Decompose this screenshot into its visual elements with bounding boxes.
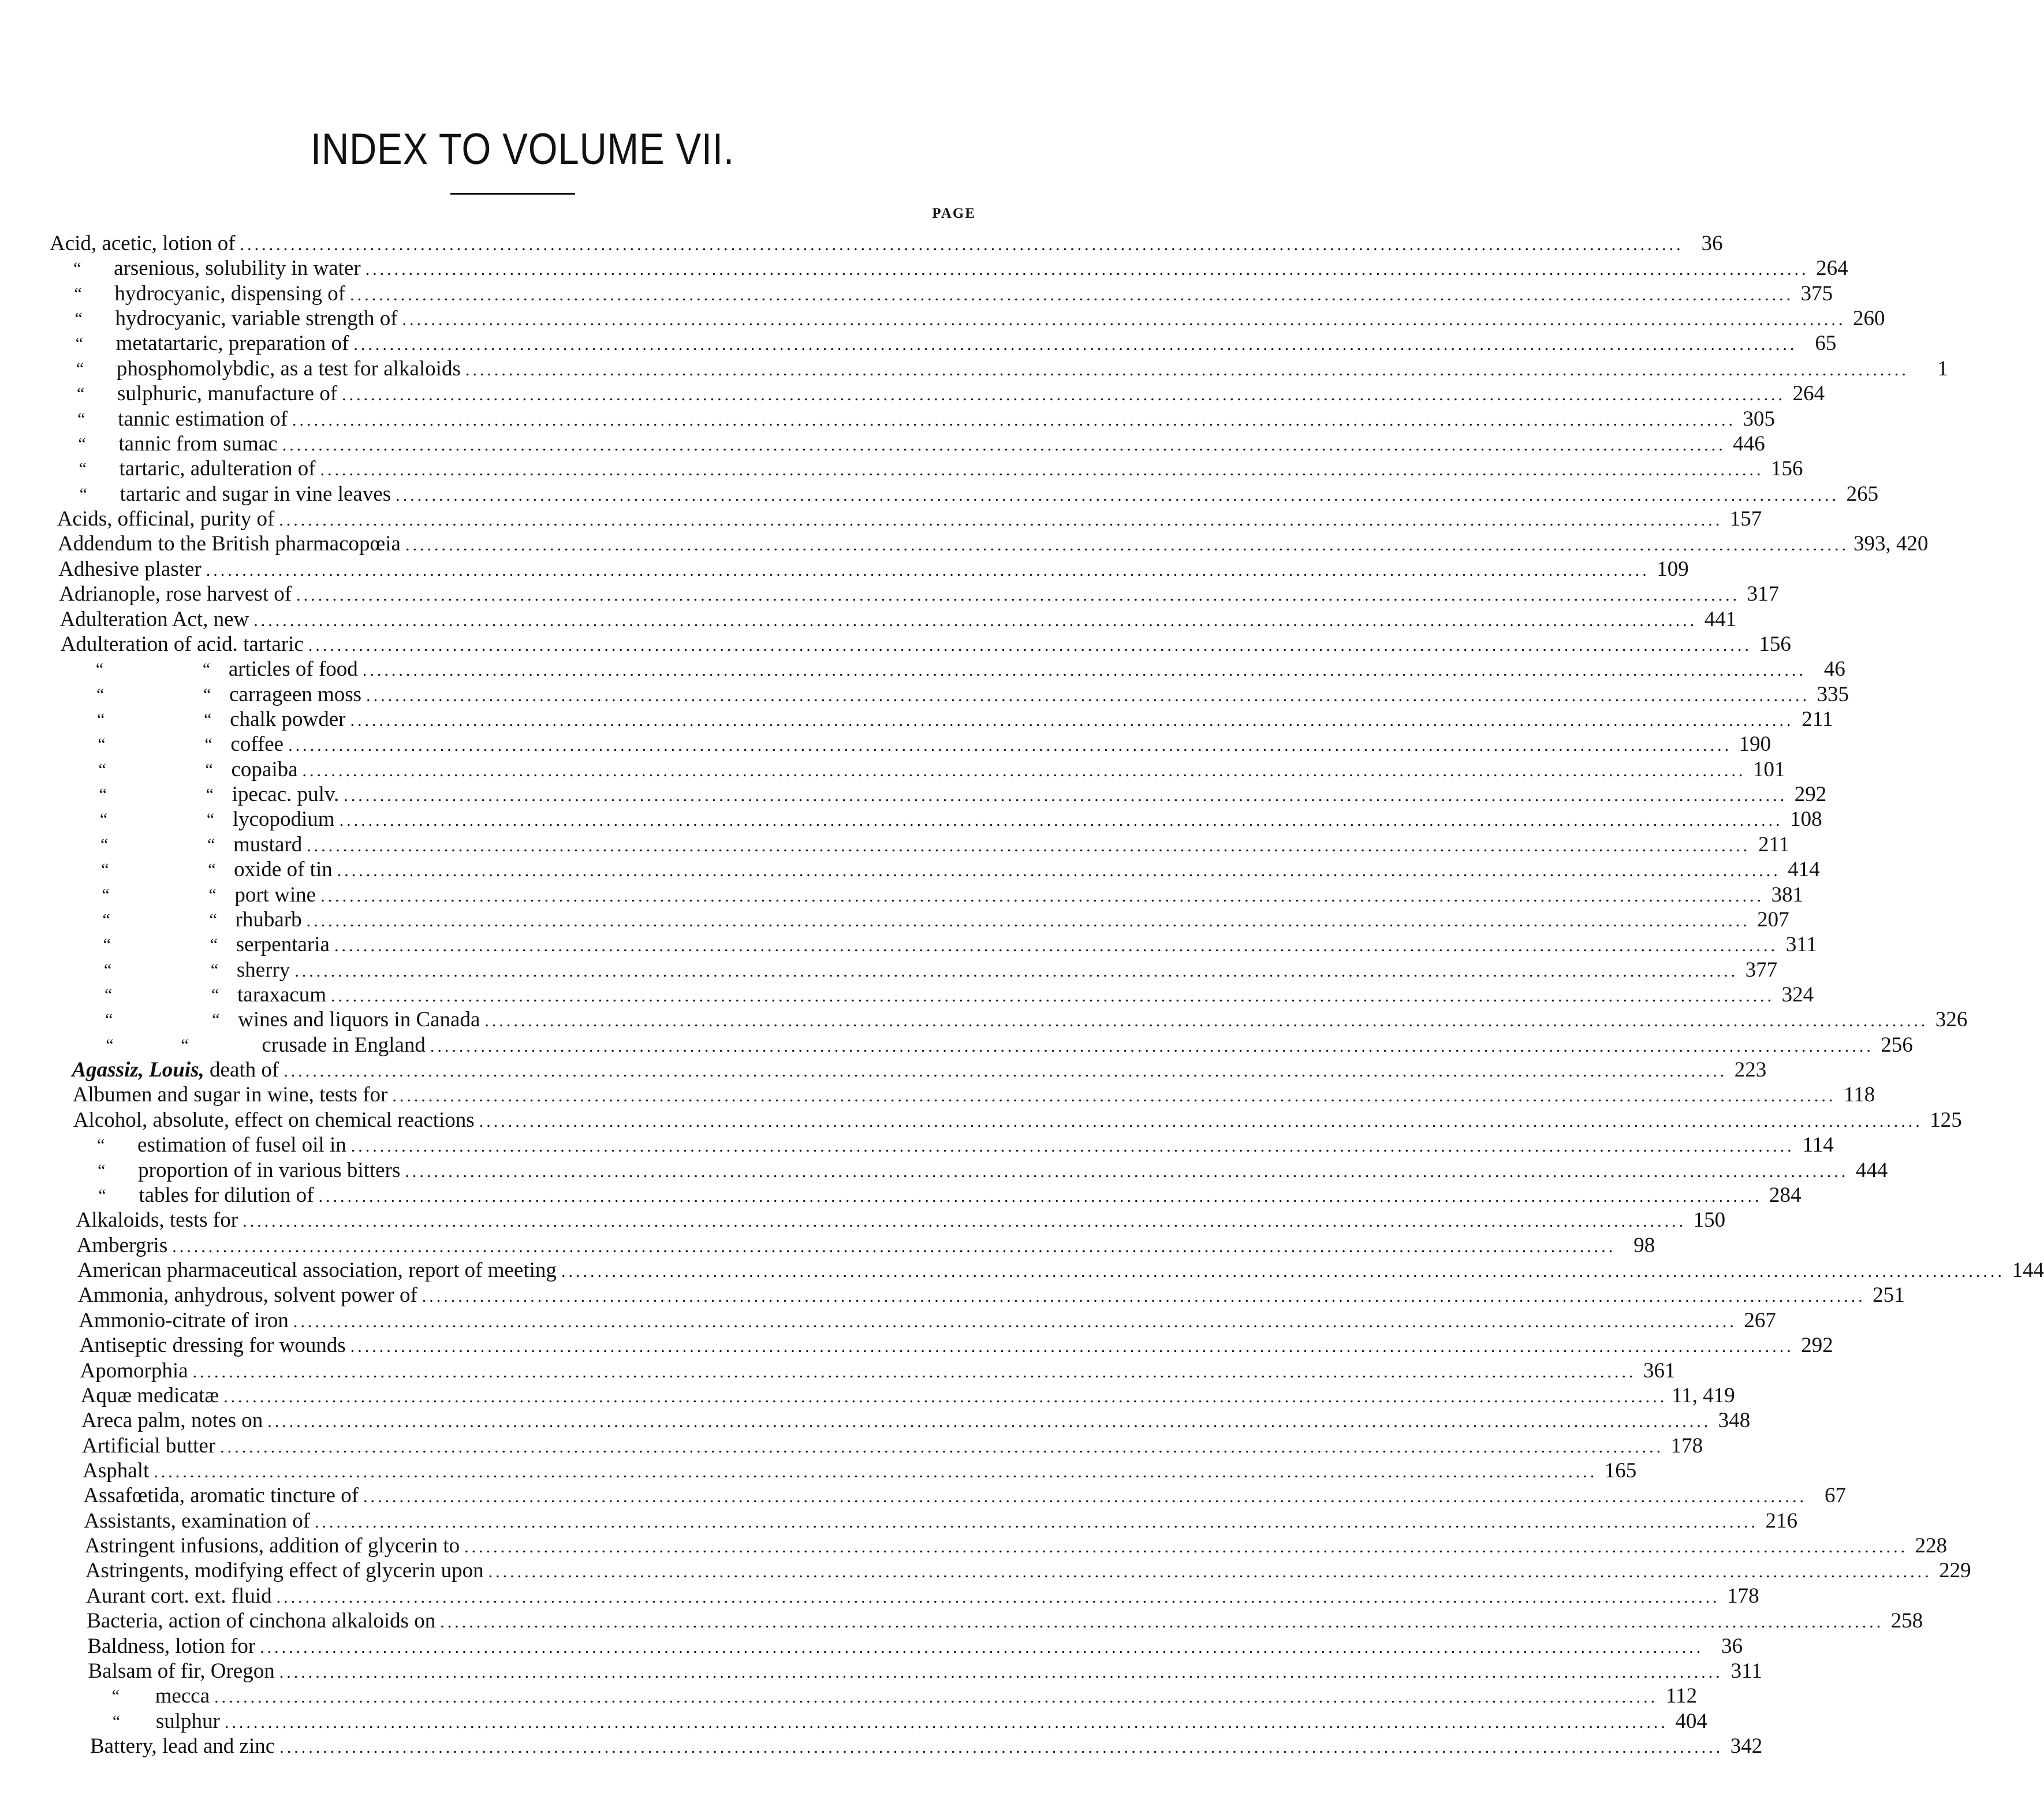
ditto-mark: “ (96, 684, 105, 704)
entry-text: tables for dilution of (139, 1183, 314, 1207)
page-number: 265 (1846, 482, 1879, 506)
page-number: 112 (1666, 1684, 1698, 1708)
dot-leader: ........................................................................................................................................................................................................ (422, 1287, 1866, 1306)
entry-text: lycopodium (232, 807, 335, 832)
ditto-mark: “ (100, 835, 109, 854)
index-entry (66, 832, 1790, 858)
page-number: 144 (2012, 1258, 2044, 1283)
entry-text: serpentaria (236, 933, 330, 957)
ditto-mark: “ (212, 1010, 220, 1030)
ditto-mark: “ (95, 660, 104, 679)
entry-text: Assistants, examination of (84, 1509, 311, 1533)
entry-text: taraxacum (237, 983, 327, 1007)
ditto-mark: “ (208, 885, 217, 904)
page-number: 1 (1937, 356, 1948, 381)
index-entry (65, 782, 1827, 807)
index-entry (82, 1433, 1703, 1459)
entry-text: Apomorphia (80, 1358, 188, 1383)
index-entry (67, 882, 1804, 908)
dot-leader: ........................................................................................................................................................................................................ (464, 1537, 1908, 1557)
ditto-mark: “ (211, 985, 219, 1004)
dot-leader: ........................................................................................................................................................................................................ (344, 786, 1788, 806)
index-entry (89, 1709, 1707, 1734)
page-number: 216 (1765, 1509, 1798, 1533)
entry-text: Astringents, modifying effect of glycerin upon (85, 1559, 484, 1583)
page-number: 98 (1633, 1233, 1655, 1257)
ditto-mark: “ (202, 660, 211, 679)
page-title: INDEX TO VOLUME VII. (311, 125, 734, 174)
dot-leader: ........................................................................................................................................................................................................ (465, 360, 1909, 379)
entry-text: Artificial butter (82, 1433, 216, 1458)
ditto-mark: “ (204, 735, 212, 754)
index-entry (84, 1533, 1948, 1559)
index-entry (53, 331, 1837, 356)
entry-text: chalk powder (230, 707, 346, 731)
page-number: 361 (1643, 1358, 1676, 1383)
dot-leader: ........................................................................................................................................................................................................ (396, 485, 1840, 505)
index-entry (79, 1308, 1776, 1334)
index-entry (79, 1333, 1833, 1358)
index-entry (51, 281, 1833, 307)
ditto-mark: “ (205, 759, 213, 779)
dot-leader: ........................................................................................................................................................................................................ (350, 1137, 1795, 1156)
entry-text: hydrocyanic, variable strength of (115, 307, 398, 331)
entry-text: sherry (236, 958, 290, 982)
ditto-mark: “ (112, 1711, 121, 1731)
dot-leader: ........................................................................................................................................................................................................ (337, 861, 1781, 881)
entry-italic-name: Agassiz, Louis, (72, 1058, 204, 1082)
index-entry (69, 958, 1778, 983)
index-entry (70, 982, 1814, 1008)
dot-leader: ........................................................................................................................................................................................................ (284, 1061, 1728, 1081)
entry-text: Alcohol, absolute, effect on chemical reactions (73, 1108, 475, 1132)
dot-leader: ........................................................................................................................................................................................................ (315, 1512, 1759, 1532)
dot-leader: ........................................................................................................................................................................................................ (331, 986, 1775, 1005)
dot-leader: ........................................................................................................................................................................................................ (154, 1462, 1598, 1481)
entry-text: wines and liquors in Canada (238, 1008, 480, 1032)
dot-leader: ........................................................................................................................................................................................................ (279, 511, 1723, 530)
ditto-mark: “ (73, 259, 81, 278)
entry-text: crusade in England (262, 1033, 426, 1057)
entry-text: Aurant cort. ext. fluid (86, 1584, 272, 1608)
page-number: 67 (1825, 1484, 1847, 1508)
entry-text: estimation of fusel oil in (137, 1133, 346, 1157)
page-number: 393, 420 (1853, 532, 1929, 556)
index-entry (57, 482, 1879, 507)
ditto-mark: “ (105, 985, 113, 1004)
entry-text: arsenious, solubility in water (114, 256, 361, 281)
ditto-mark: “ (106, 1035, 114, 1055)
entry-text: oxide of tin (234, 858, 333, 882)
dot-leader: ........................................................................................................................................................................................................ (214, 1688, 1658, 1707)
page-number: 165 (1604, 1458, 1637, 1483)
page-number: 260 (1853, 307, 1885, 331)
page-number: 211 (1801, 707, 1833, 731)
index-entry (60, 632, 1791, 657)
page-number: 108 (1790, 807, 1822, 832)
dot-leader: ........................................................................................................................................................................................................ (240, 235, 1684, 254)
page-number: 178 (1727, 1584, 1759, 1608)
ditto-mark: “ (206, 810, 215, 829)
dot-leader: ........................................................................................................................................................................................................ (307, 836, 1751, 855)
ditto-mark: “ (203, 684, 211, 704)
index-entry (58, 531, 1929, 557)
dot-leader: ........................................................................................................................................................................................................ (350, 710, 1794, 730)
dot-leader: ........................................................................................................................................................................................................ (243, 1212, 1687, 1231)
ditto-mark: “ (206, 785, 214, 804)
page-number: 342 (1730, 1734, 1763, 1758)
index-entry (71, 1033, 1913, 1058)
entry-text: port wine (234, 882, 316, 907)
index-entry (55, 431, 1765, 457)
index-entry (64, 757, 1785, 783)
dot-leader: ........................................................................................................................................................................................................ (308, 635, 1752, 655)
entry-text: metatartaric, preparation of (115, 332, 349, 356)
page-number: 375 (1800, 281, 1833, 306)
page-number: 324 (1781, 983, 1814, 1007)
page-number: 311 (1730, 1659, 1762, 1683)
index-entry (50, 231, 1723, 256)
index-entry (87, 1634, 1743, 1659)
dot-leader: ........................................................................................................................................................................................................ (353, 335, 1797, 355)
dot-leader: ........................................................................................................................................................................................................ (561, 1262, 2005, 1282)
index-entry (77, 1258, 2044, 1283)
ditto-mark: “ (102, 910, 110, 929)
page-number: 114 (1802, 1133, 1834, 1157)
page-number: 292 (1801, 1334, 1833, 1358)
page-number: 317 (1747, 582, 1780, 606)
entry-text: mecca (155, 1684, 210, 1708)
ditto-mark: “ (97, 1135, 105, 1155)
dot-leader: ........................................................................................................................................................................................................ (260, 1637, 1704, 1657)
page-number: 381 (1771, 882, 1804, 907)
page-number: 284 (1769, 1183, 1801, 1207)
entry-text (72, 1057, 279, 1083)
ditto-mark: “ (207, 835, 215, 854)
ditto-mark: “ (99, 785, 107, 804)
dot-leader: ........................................................................................................................................................................................................ (339, 811, 1783, 830)
index-entry (58, 557, 1689, 582)
page-number: 178 (1670, 1433, 1703, 1458)
dot-leader: ........................................................................................................................................................................................................ (334, 936, 1778, 956)
page-number: 101 (1753, 757, 1785, 781)
ditto-mark: “ (181, 1035, 189, 1055)
index-entry (61, 657, 1845, 682)
page-number: 156 (1771, 457, 1803, 481)
index-entry (65, 807, 1822, 832)
index-entry (56, 456, 1803, 482)
dot-leader: ........................................................................................................................................................................................................ (223, 1387, 1668, 1406)
dot-leader: ........................................................................................................................................................................................................ (405, 535, 1849, 555)
entry-text: hydrocyanic, dispensing of (114, 281, 346, 306)
page-number: 36 (1721, 1634, 1743, 1658)
index-entry (54, 381, 1825, 407)
page-number: 125 (1930, 1108, 1962, 1132)
index-entry (72, 1057, 1767, 1083)
dot-leader: ........................................................................................................................................................................................................ (363, 1487, 1807, 1507)
ditto-mark: “ (75, 334, 83, 353)
entry-text: Asphalt (83, 1458, 150, 1483)
page-number: 228 (1915, 1534, 1948, 1558)
index-entry (75, 1183, 1801, 1208)
page-number: 305 (1743, 407, 1776, 431)
index-entry (59, 582, 1780, 607)
entry-text: American pharmaceutical association, report of meeting (77, 1258, 557, 1283)
page-number: 335 (1817, 682, 1849, 706)
entry-text: articles of food (228, 657, 358, 681)
ditto-mark: “ (209, 910, 217, 929)
ditto-mark: “ (210, 960, 219, 979)
ditto-mark: “ (76, 359, 84, 378)
page-number: 267 (1744, 1308, 1776, 1332)
dot-leader: ........................................................................................................................................................................................................ (479, 1111, 1923, 1131)
entry-text: Ambergris (76, 1233, 168, 1257)
entry-text: ipecac. pulv. (232, 783, 340, 807)
entry-text: Acids, officinal, purity of (57, 507, 275, 531)
dot-leader: ........................................................................................................................................................................................................ (192, 1362, 1636, 1381)
ditto-mark: “ (98, 1160, 106, 1180)
dot-leader: ........................................................................................................................................................................................................ (294, 961, 1739, 981)
ditto-mark: “ (98, 759, 106, 779)
index-entry (85, 1558, 1971, 1584)
ditto-mark: “ (74, 284, 82, 303)
ditto-mark: “ (79, 484, 87, 504)
entry-text: sulphuric, manufacture of (117, 382, 338, 406)
entry-text: Ammonio-citrate of iron (79, 1308, 289, 1332)
dot-leader: ........................................................................................................................................................................................................ (302, 761, 1746, 780)
index-entry (76, 1233, 1655, 1258)
page-number: 256 (1881, 1033, 1913, 1057)
index-entry (83, 1458, 1637, 1484)
entry-text: Adulteration Act, new (59, 607, 249, 631)
dot-leader: ........................................................................................................................................................................................................ (318, 1186, 1762, 1206)
entry-text: copaiba (231, 757, 298, 781)
ditto-mark: “ (103, 935, 111, 955)
index-entry (84, 1509, 1798, 1534)
ditto-mark: “ (204, 709, 212, 729)
index-entry (59, 607, 1737, 632)
dot-leader: ........................................................................................................................................................................................................ (488, 1562, 1932, 1582)
entry-text: tartaric and sugar in vine leaves (120, 482, 391, 506)
page-number: 326 (1935, 1008, 1968, 1032)
index-entry (80, 1358, 1676, 1384)
entry-text: Acid, acetic, lotion of (50, 232, 236, 255)
page-number: 258 (1890, 1609, 1923, 1633)
page-number: 348 (1718, 1409, 1751, 1433)
page-number: 441 (1704, 607, 1737, 631)
page-number: 377 (1745, 958, 1778, 982)
entry-text: Astringent infusions, addition of glycerin to (84, 1534, 460, 1558)
index-entry (52, 306, 1885, 332)
dot-leader: ........................................................................................................................................................................................................ (320, 886, 1765, 906)
dot-leader: ........................................................................................................................................................................................................ (206, 560, 1650, 580)
entry-text: Areca palm, notes on (81, 1409, 263, 1433)
dot-leader: ........................................................................................................................................................................................................ (292, 410, 1736, 430)
ditto-mark: “ (105, 1010, 113, 1030)
index-entry (63, 732, 1771, 757)
index-entry (68, 907, 1789, 933)
entry-text-rest: death of (204, 1058, 279, 1082)
entry-text: carrageen moss (229, 682, 362, 706)
page-number: 446 (1733, 431, 1765, 456)
page-number: 109 (1657, 557, 1689, 581)
index-entry (89, 1683, 1698, 1709)
dot-leader: ........................................................................................................................................................................................................ (224, 1712, 1668, 1732)
page-number: 264 (1816, 256, 1848, 281)
entry-text: rhubarb (235, 907, 302, 932)
index-entry (66, 857, 1820, 882)
page-number: 292 (1794, 783, 1827, 807)
entry-text: proportion of in various bitters (138, 1158, 401, 1182)
dot-leader: ........................................................................................................................................................................................................ (296, 586, 1740, 605)
index-entry (73, 1108, 1962, 1133)
page-number: 404 (1675, 1709, 1707, 1733)
index-entry (78, 1283, 1905, 1308)
entry-text: Adhesive plaster (58, 557, 202, 581)
entry-text: tannic estimation of (118, 407, 288, 431)
ditto-mark: “ (77, 384, 85, 404)
dot-leader: ........................................................................................................................................................................................................ (484, 1011, 1929, 1031)
index-entry (72, 1082, 1875, 1108)
index-entry (54, 407, 1776, 432)
page-number: 190 (1739, 732, 1771, 757)
index-entry (69, 932, 1817, 958)
dot-leader: ........................................................................................................................................................................................................ (172, 1236, 1616, 1256)
index-entry (80, 1383, 1735, 1409)
entry-text: sulphur (155, 1709, 220, 1733)
dot-leader: ........................................................................................................................................................................................................ (430, 1036, 1874, 1056)
entry-text: coffee (230, 732, 284, 757)
dot-leader: ........................................................................................................................................................................................................ (276, 1587, 1720, 1607)
dot-leader: ........................................................................................................................................................................................................ (362, 661, 1806, 680)
ditto-mark: “ (98, 1185, 106, 1205)
page-number: 414 (1788, 858, 1820, 882)
entry-text: Battery, lead and zinc (90, 1734, 275, 1758)
ditto-mark: “ (210, 935, 218, 955)
dot-leader: ........................................................................................................................................................................................................ (342, 385, 1786, 405)
ditto-mark: “ (78, 434, 86, 453)
page-number: 118 (1844, 1083, 1875, 1107)
ditto-mark: “ (101, 860, 109, 880)
dot-leader: ........................................................................................................................................................................................................ (366, 686, 1810, 705)
entry-text: Balsam of fir, Oregon (88, 1659, 275, 1683)
dot-leader: ........................................................................................................................................................................................................ (405, 1161, 1849, 1181)
dot-leader: ........................................................................................................................................................................................................ (365, 260, 1809, 280)
entry-text: Albumen and sugar in wine, tests for (72, 1083, 388, 1107)
entry-text: Bacteria, action of cinchona alkaloids on (87, 1609, 436, 1633)
dot-leader: ........................................................................................................................................................................................................ (320, 460, 1764, 480)
index-entry (88, 1659, 1762, 1684)
page-number: 251 (1873, 1283, 1905, 1308)
index-entry (62, 682, 1849, 707)
entry-text: Aquæ medicatæ (80, 1383, 219, 1407)
ditto-mark: “ (74, 309, 83, 329)
page-number: 311 (1785, 933, 1817, 957)
dot-leader: ........................................................................................................................................................................................................ (402, 310, 1846, 330)
index-entry (83, 1483, 1847, 1509)
page-number: 150 (1693, 1208, 1726, 1232)
index-entry (50, 256, 1848, 281)
ditto-mark: “ (102, 885, 110, 904)
entry-text: Ammonia, anhydrous, solvent power of (78, 1283, 417, 1308)
entry-text: Addendum to the British pharmacopœia (58, 532, 401, 556)
page-number: 444 (1855, 1158, 1888, 1182)
page-number: 156 (1759, 632, 1791, 656)
entry-text: phosphomolybdic, as a test for alkaloids (116, 356, 461, 381)
page-number: 229 (1939, 1559, 1971, 1583)
index-entry (57, 506, 1762, 532)
dot-leader: ........................................................................................................................................................................................................ (306, 911, 1750, 930)
ditto-mark: “ (77, 409, 85, 429)
dot-leader: ........................................................................................................................................................................................................ (267, 1412, 1711, 1432)
index-entry (62, 707, 1833, 732)
dot-leader: ........................................................................................................................................................................................................ (220, 1437, 1664, 1457)
dot-leader: ........................................................................................................................................................................................................ (350, 285, 1794, 304)
ditto-mark: “ (97, 709, 105, 729)
dot-leader: ........................................................................................................................................................................................................ (350, 1337, 1794, 1357)
dot-leader: ........................................................................................................................................................................................................ (440, 1612, 1884, 1632)
entry-text: tannic from sumac (118, 431, 278, 456)
index-entry (74, 1158, 1888, 1183)
page-number: 264 (1792, 382, 1825, 406)
dot-leader: ........................................................................................................................................................................................................ (288, 736, 1732, 755)
entry-text: Alkaloids, tests for (76, 1208, 238, 1232)
index-entry (74, 1133, 1834, 1158)
title-rule (450, 193, 575, 195)
ditto-mark: “ (103, 960, 112, 979)
index-entry (53, 356, 1948, 382)
dot-leader: ........................................................................................................................................................................................................ (392, 1086, 1836, 1106)
index-entry (90, 1734, 1763, 1759)
ditto-mark: “ (98, 735, 106, 754)
index-entry (76, 1208, 1726, 1233)
entry-text: mustard (233, 832, 303, 856)
index-entry (81, 1408, 1751, 1433)
index-entry (70, 1007, 1968, 1033)
entry-text: Antiseptic dressing for wounds (79, 1334, 346, 1358)
page-number: 211 (1758, 832, 1790, 856)
dot-leader: ........................................................................................................................................................................................................ (293, 1312, 1737, 1331)
dot-leader: ........................................................................................................................................................................................................ (279, 1738, 1724, 1757)
entry-text: Baldness, lotion for (87, 1634, 256, 1658)
dot-leader: ........................................................................................................................................................................................................ (279, 1662, 1723, 1682)
ditto-mark: “ (79, 459, 87, 479)
page-number: 157 (1729, 507, 1762, 531)
dot-leader: ........................................................................................................................................................................................................ (282, 435, 1726, 455)
index-entry (87, 1608, 1923, 1634)
entry-text: Adrianople, rose harvest of (59, 582, 292, 606)
page-number: 36 (1701, 232, 1723, 255)
page-number: 46 (1823, 657, 1845, 681)
page-number: 11, 419 (1672, 1383, 1735, 1407)
entry-text: Assafœtida, aromatic tincture of (83, 1484, 359, 1508)
page-number: 65 (1815, 332, 1837, 356)
entry-text: tartaric, adulteration of (119, 457, 316, 481)
entry-text: Adulteration of acid. tartaric (60, 632, 304, 656)
index-entry (86, 1584, 1759, 1609)
ditto-mark: “ (208, 860, 216, 880)
page-number: 207 (1757, 907, 1789, 932)
ditto-mark: “ (111, 1686, 120, 1706)
page-column-heading: PAGE (932, 206, 976, 221)
ditto-mark: “ (99, 810, 108, 829)
page-number: 223 (1734, 1058, 1767, 1082)
dot-leader: ........................................................................................................................................................................................................ (253, 610, 1698, 630)
